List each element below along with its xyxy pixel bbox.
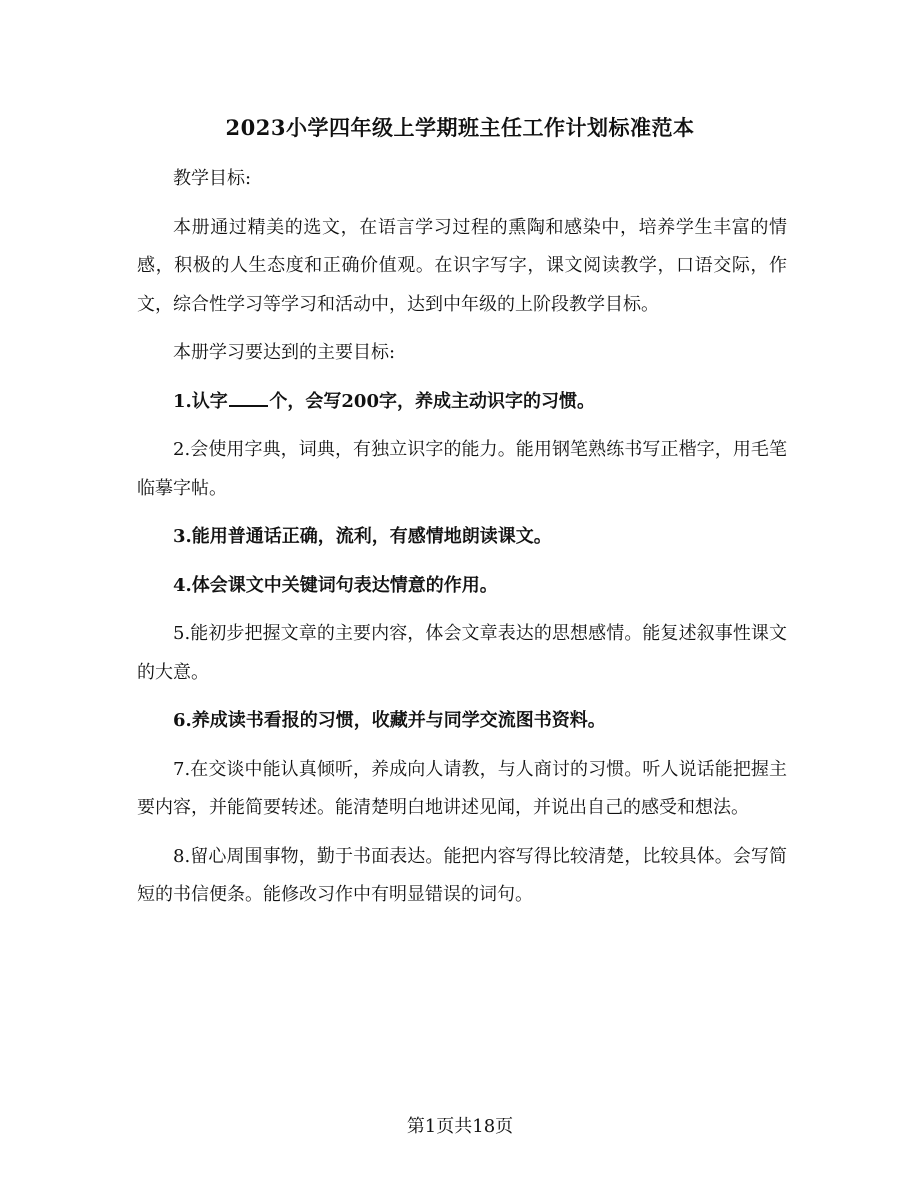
paragraph-intro: 本册通过精美的选文，在语言学习过程的熏陶和感染中，培养学生丰富的情感，积极的人生态度和正确价值观。在识字写字，课文阅读教学，口语交际，作文，综合性学习等学习和活动中，达到中年级的上阶段教学目标。 — [137, 216, 787, 315]
goal-item-1-after: 个，会写200字，养成主动识字的习惯。 — [269, 390, 595, 412]
goal-item-8: 8.留心周围事物，勤于书面表达。能把内容写得比较清楚，比较具体。会写简短的书信便条。能修改习作中有明显错误的词句。 — [137, 845, 787, 905]
goal-item-4: 4.体会课文中关键词句表达情意的作用。 — [173, 574, 498, 596]
goal-item-2: 2.会使用字典，词典，有独立识字的能力。能用钢笔熟练书写正楷字，用毛笔临摹字帖。 — [137, 439, 787, 499]
fill-in-blank — [229, 387, 269, 407]
paragraph-main-goals-heading: 本册学习要达到的主要目标: — [173, 342, 396, 363]
goal-item-5: 5.能初步把握文章的主要内容，体会文章表达的思想感情。能复述叙事性课文的大意。 — [137, 623, 787, 683]
goal-item-1-before: 1.认字 — [173, 390, 228, 412]
goal-item-3: 3.能用普通话正确，流利，有感情地朗读课文。 — [173, 526, 552, 547]
goal-item-1 — [137, 383, 787, 422]
paragraph-teaching-goals-heading: 教学目标: — [173, 168, 252, 189]
document-body — [137, 160, 787, 925]
goal-item-6: 6.养成读书看报的习惯，收藏并与同学交流图书资料。 — [173, 710, 606, 731]
document-title: 2023小学四年级上学期班主任工作计划标准范本 — [225, 115, 695, 140]
goal-item-7: 7.在交谈中能认真倾听，养成向人请教，与人商讨的习惯。听人说话能把握主要内容，并能简要转述。能清楚明白地讲述见闻，并说出自己的感受和想法。 — [137, 758, 787, 818]
page-number-footer: 第1页共18页 — [406, 1116, 514, 1137]
